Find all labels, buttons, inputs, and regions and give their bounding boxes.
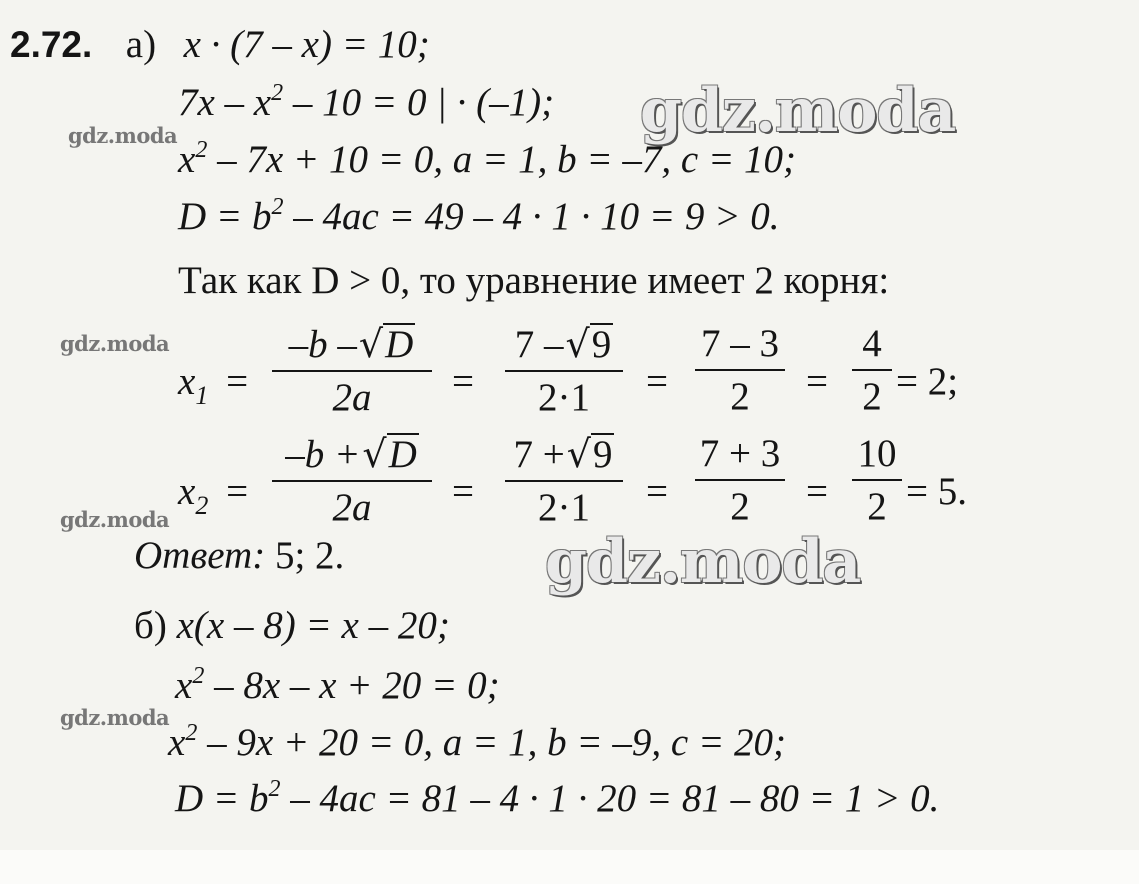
fraction-bar <box>695 369 785 371</box>
problem-number: 2.72. <box>10 24 93 65</box>
fraction-bar <box>272 480 432 482</box>
exponent: 2 <box>271 194 284 220</box>
equals-sign: = <box>452 470 474 513</box>
part-a-equation: x · (7 – x) = 10; <box>183 23 430 66</box>
part-b-line2-pre: x <box>175 664 193 707</box>
watermark-small: gdz.moda <box>60 705 170 730</box>
x2-fraction-general <box>272 432 432 530</box>
part-b-header <box>134 603 450 649</box>
x1-fraction-step4 <box>852 322 892 419</box>
answer-value: 5; 2. <box>265 534 345 577</box>
roots-statement-text: Так как D > 0, то уравнение имеет 2 корня: <box>178 259 890 302</box>
x2-variable: $x_2$ = <box>178 470 249 520</box>
x2-f4-num: 10 <box>857 432 897 475</box>
part-a-line2 <box>178 80 554 126</box>
x1-f2-num: 7 – <box>514 323 564 366</box>
part-b-line2-post: – 8x – x + 20 = 0; <box>204 664 500 707</box>
x1-result: = 2; <box>896 360 959 403</box>
x1-f1-num: –b – <box>288 323 357 366</box>
watermark-small: gdz.moda <box>68 123 178 148</box>
x2-f2-radicand: 9 <box>592 433 613 476</box>
x1-f4-num: 4 <box>862 322 882 365</box>
fraction-bar <box>852 479 902 481</box>
x1-formula <box>0 322 1139 432</box>
x2-f4-den: 2 <box>867 485 887 528</box>
fraction-bar <box>695 479 785 481</box>
x1-f1-den: 2a <box>332 376 372 419</box>
sqrt-symbol: √9 <box>566 432 613 476</box>
part-b-discriminant <box>175 776 939 822</box>
equals-sign: = <box>646 360 668 403</box>
x2-f1-den: 2a <box>332 486 372 529</box>
exponent: 2 <box>185 720 198 746</box>
part-a-discriminant <box>178 194 780 240</box>
watermark-large: gdz.moda <box>545 527 861 597</box>
equals-sign: = <box>646 470 668 513</box>
exponent: 2 <box>268 776 281 802</box>
watermark-small: gdz.moda <box>60 507 170 532</box>
part-a-roots-statement <box>178 258 889 304</box>
equals-sign: = <box>452 360 474 403</box>
part-a-label: а) <box>125 23 157 66</box>
sqrt-symbol: √D <box>362 432 417 476</box>
x2-f1-radicand: D <box>388 433 417 476</box>
x2-f3-num: 7 + 3 <box>699 432 781 475</box>
x2-fraction-step3 <box>695 432 785 529</box>
discriminant-pre: D = b <box>178 195 272 238</box>
x1-f2-radicand: 9 <box>591 323 612 366</box>
part-a-answer <box>134 533 344 579</box>
sqrt-symbol: √D <box>358 322 414 366</box>
x1-fraction-general <box>272 322 432 420</box>
part-b-discriminant-pre: D = b <box>175 777 269 820</box>
x1-equals: = <box>226 360 249 403</box>
x2-result: = 5. <box>906 470 967 513</box>
x1-f1-radicand: D <box>385 323 414 366</box>
fraction-bar <box>505 370 623 372</box>
x1-fraction-step3 <box>695 322 785 419</box>
sqrt-symbol: √9 <box>565 322 612 366</box>
exponent: 2 <box>192 663 205 689</box>
watermark-large: gdz.moda <box>640 76 956 146</box>
fraction-bar <box>272 370 432 372</box>
equals-sign: = <box>806 360 828 403</box>
x1-f3-num: 7 – 3 <box>701 322 779 365</box>
x1-fraction-substituted <box>505 322 623 420</box>
x2-equals: = <box>226 470 249 513</box>
fraction-bar <box>852 369 892 371</box>
problem-header-line <box>10 22 430 68</box>
x1-subscript: 1 <box>195 381 209 410</box>
part-a-line3-post: – 7x + 10 = 0, a = 1, b = –7, c = 10; <box>207 138 797 181</box>
part-b-line2 <box>175 663 500 709</box>
part-b-discriminant-post: – 4ac = 81 – 4 · 1 · 20 = 81 – 80 = 1 > 0. <box>280 777 940 820</box>
x1-f4-den: 2 <box>862 375 882 418</box>
x2-f2-den: 2·1 <box>538 486 590 529</box>
part-b-label: б) <box>134 604 167 647</box>
fraction-bar <box>505 480 623 482</box>
discriminant-post: – 4ac = 49 – 4 · 1 · 10 = 9 > 0. <box>283 195 780 238</box>
x2-f3-den: 2 <box>730 485 750 528</box>
x2-fraction-step4 <box>852 432 902 529</box>
x1-f2-den: 2·1 <box>538 376 590 419</box>
part-a-line3-pre: x <box>178 138 196 181</box>
x2-f1-num: –b + <box>285 433 361 476</box>
watermark-small: gdz.moda <box>60 331 170 356</box>
part-a-line2-pre: 7x – x <box>178 81 272 124</box>
x1-variable: $x_1$ = <box>178 360 249 410</box>
answer-label: Ответ: <box>134 534 266 577</box>
part-b-equation: x(x – 8) = x – 20; <box>176 604 450 647</box>
part-b-line3-pre: x <box>168 721 186 764</box>
part-b-line3 <box>168 720 786 766</box>
equals-sign: = <box>806 470 828 513</box>
x1-f3-den: 2 <box>730 375 750 418</box>
x2-fraction-substituted <box>505 432 623 530</box>
exponent: 2 <box>195 137 208 163</box>
x2-formula <box>0 432 1139 542</box>
x2-subscript: 2 <box>195 491 209 520</box>
part-a-line2-post: – 10 = 0 | · (–1); <box>283 81 555 124</box>
x2-f2-num: 7 + <box>513 433 565 476</box>
part-b-line3-post: – 9x + 20 = 0, a = 1, b = –9, c = 20; <box>197 721 787 764</box>
exponent: 2 <box>271 80 284 106</box>
